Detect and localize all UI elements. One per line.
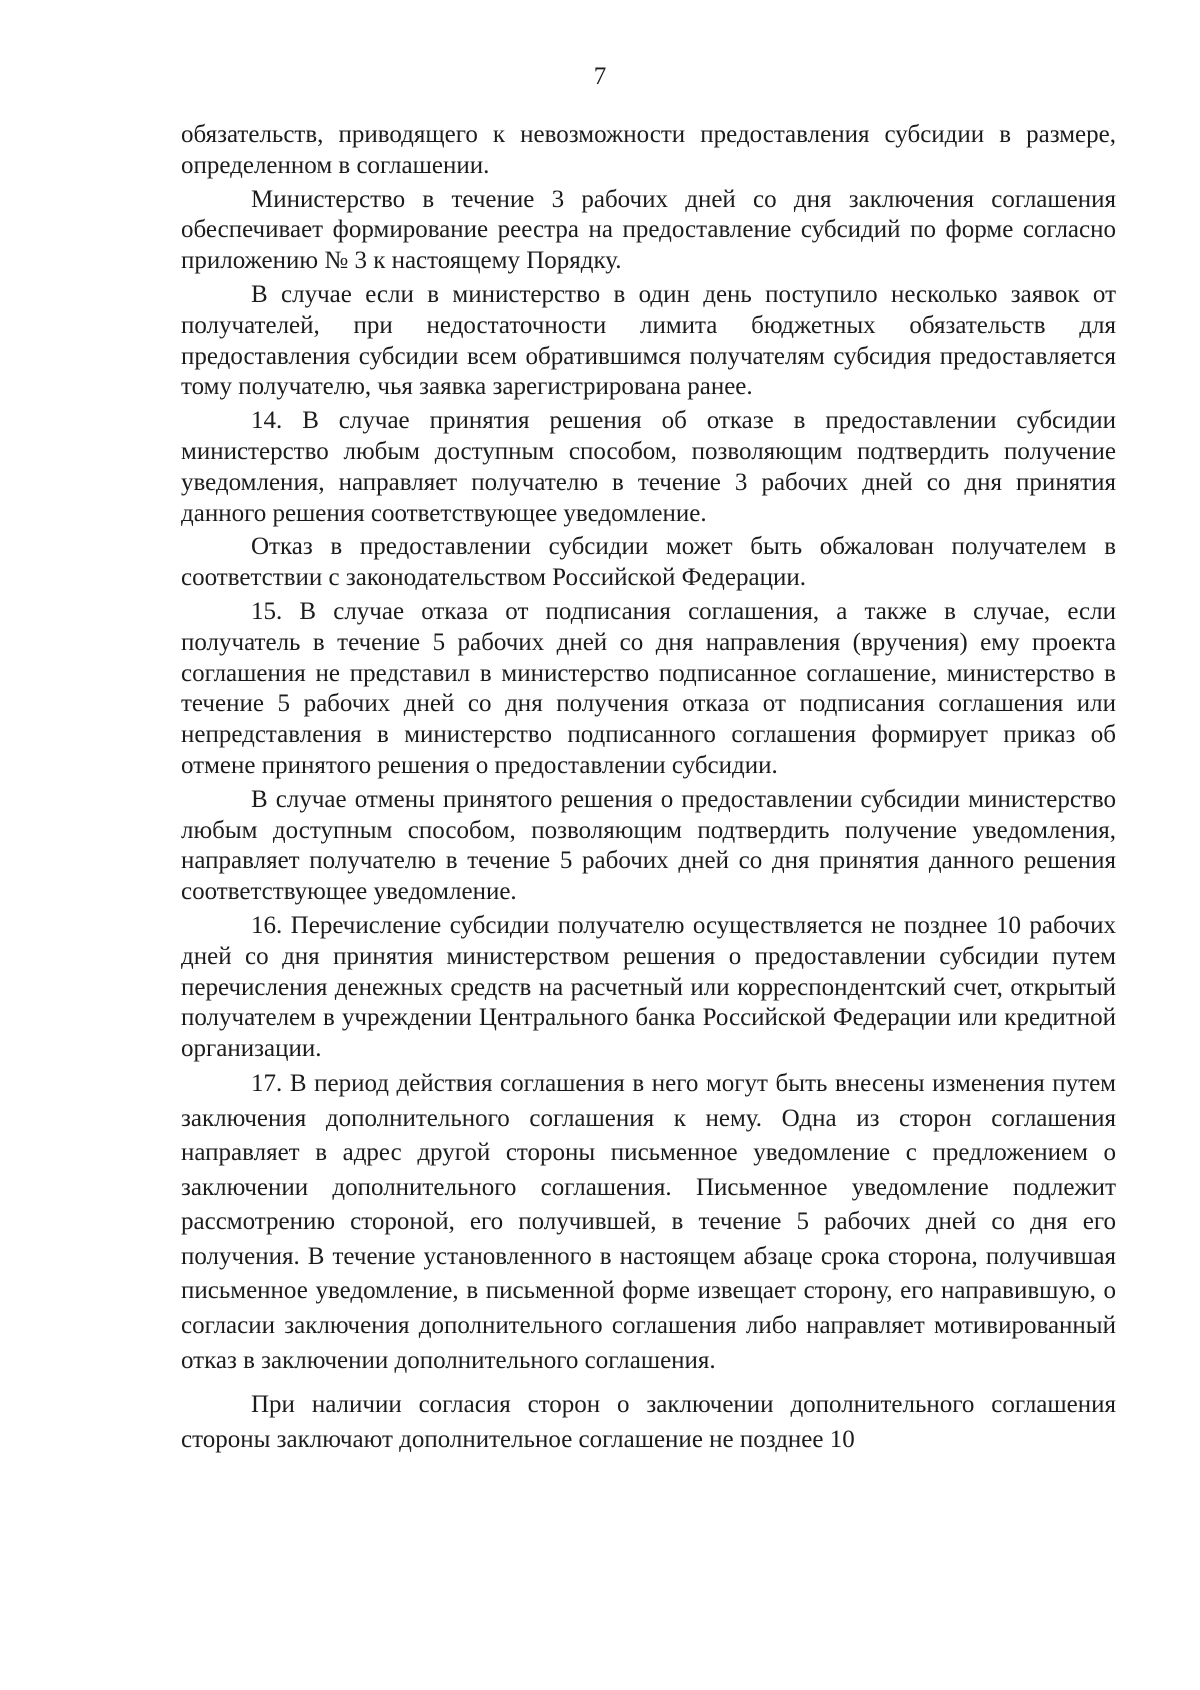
paragraph-multiple-applications: В случае если в министерство в один день поступило несколько заявок от получателей, при недостаточности лимита бюджетных обязательств для предоставления субсидии всем обратившимся получателям субсидия предоставляется тому получателю, чья заявка зарегистрирована ранее. bbox=[181, 280, 1116, 401]
page-number: 7 bbox=[593, 63, 607, 90]
paragraph-appeal: Отказ в предоставлении субсидии может быть обжалован получателем в соответствии с законодательством Российской Федерации. bbox=[181, 533, 1116, 592]
paragraph-clause-14: 14. В случае принятия решения об отказе в предоставлении субсидии министерство любым доступным способом, позволяющим подтвердить получение уведомления, направляет получателю в течение 3 рабочих дней со дня принятия данного решения соответствующее уведомление. bbox=[181, 407, 1116, 527]
paragraph-cancellation-notice: В случае отмены принятого решения о предоставлении субсидии министерство любым доступным способом, позволяющим подтвердить получение уведомления, направляет получателю в течение 5 рабочих дней со дня принятия данного решения соответствующее уведомление. bbox=[181, 785, 1116, 906]
paragraph-registry: Министерство в течение 3 рабочих дней со дня заключения соглашения обеспечивает формирование реестра на предоставление субсидий по форме согласно приложению № 3 к настоящему Порядку. bbox=[181, 185, 1116, 275]
paragraph-clause-16: 16. Перечисление субсидии получателю осуществляется не позднее 10 рабочих дней со дня принятия министерством решения о предоставлении субсидии путем перечисления денежных средств на расчетный или корреспондентский счет, открытый получателем в учреждении Центрального банка Российской Федерации или кредитной организации. bbox=[181, 911, 1116, 1063]
paragraph-clause-17: 17. В период действия соглашения в него могут быть внесены изменения путем заключения дополнительного соглашения к нему. Одна из сторон соглашения направляет в адрес другой стороны письменное уведомление с предложением о заключении дополнительного соглашения. Письменное уведомление подлежит рассмотрению стороной, его получившей, в течение 5 рабочих дней со дня его получения. В течение установленного в настоящем абзаце срока сторона, получившая письменное уведомление, в письменной форме извещает сторону, его направившую, о согласии заключения дополнительного соглашения либо направляет мотивированный отказ в заключении дополнительного соглашения. bbox=[181, 1069, 1116, 1374]
paragraph-agreement-consent: При наличии согласия сторон о заключении дополнительного соглашения стороны заключают дополнительное соглашение не позднее 10 bbox=[181, 1391, 1116, 1453]
paragraph-continuation: обязательств, приводящего к невозможности предоставления субсидии в размере, определенном в соглашении. bbox=[181, 121, 1116, 179]
paragraph-clause-15: 15. В случае отказа от подписания соглашения, а также в случае, если получатель в течение 5 рабочих дней со дня направления (вручения) ему проекта соглашения не представил в министерство подписанное соглашение, министерство в течение 5 рабочих дней со дня получения отказа от подписания соглашения или непредставления в министерство подписанного соглашения формирует приказ об отмене принятого решения о предоставлении субсидии. bbox=[181, 597, 1116, 779]
document-body bbox=[181, 120, 1116, 1457]
